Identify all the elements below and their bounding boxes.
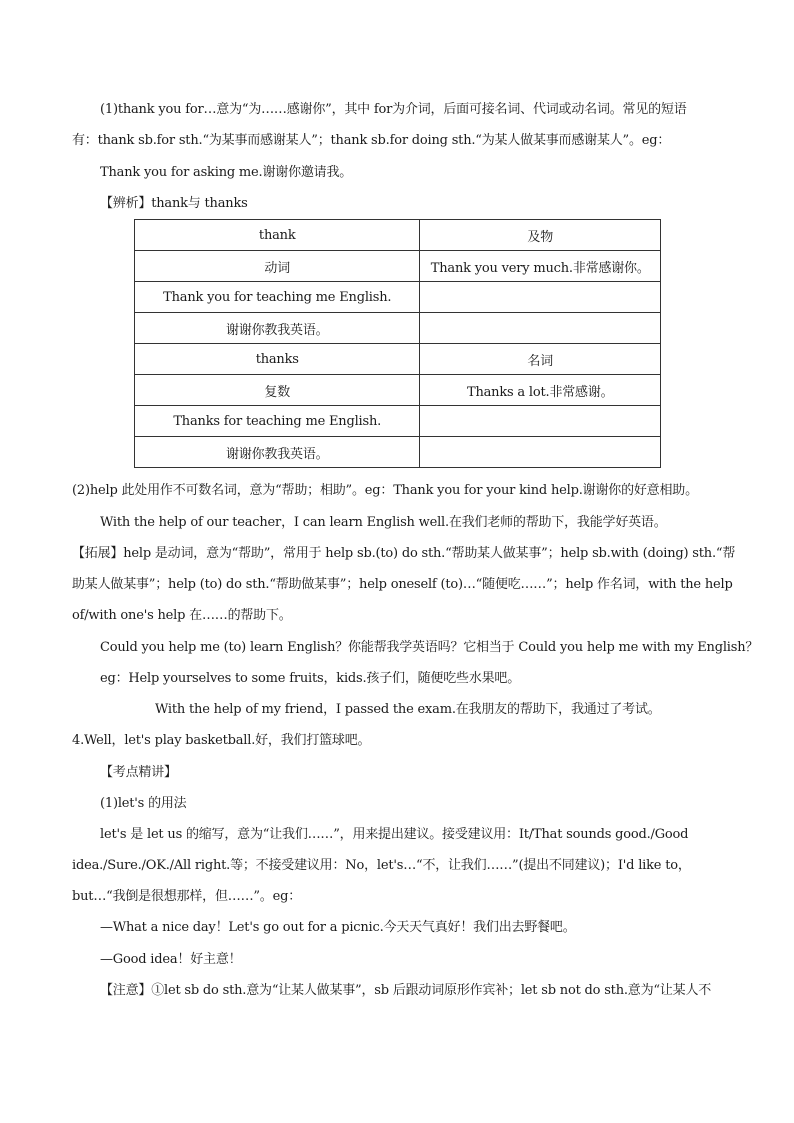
table-cell: 及物 [420, 220, 661, 251]
table-row [135, 437, 661, 468]
subheading-lets-usage: (1)let's 的用法 [100, 796, 187, 811]
heading-item-4: 4.Well，let's play basketball.好，我们打篮球吧。 [72, 733, 371, 748]
example-thank-you-for-asking: Thank you for asking me.谢谢你邀请我。 [100, 165, 353, 180]
section-label-key-points: 【考点精讲】 [100, 765, 177, 780]
table-cell: Thanks for teaching me English. [135, 406, 420, 437]
table-row [135, 282, 661, 313]
table-cell [420, 313, 661, 344]
paragraph-extension-help-verb-end: of/with one's help 在……的帮助下。 [72, 608, 292, 623]
table-cell: 谢谢你教我英语。 [135, 437, 420, 468]
example-dialogue-line-1: —What a nice day！Let's go out for a picnic.今天天气真好！我们出去野餐吧。 [100, 920, 576, 935]
example-could-you-help-me: Could you help me (to) learn English？你能帮我学英语吗？它相当于 Could you help me with my English？ [100, 640, 759, 655]
table-cell: 谢谢你教我英语。 [135, 313, 420, 344]
table-row [135, 220, 661, 251]
paragraph-thank-you-for-cont: 有：thank sb.for sth.“为某事而感谢某人”；thank sb.for doing sth.“为某人做某事而感谢某人”。eg： [72, 133, 671, 148]
table-cell: 复数 [135, 375, 420, 406]
table-row [135, 313, 661, 344]
example-dialogue-line-2: —Good idea！好主意！ [100, 952, 242, 967]
paragraph-thank-you-for: (1)thank you for…意为“为……感谢你”，其中 for为介词，后面可接名词、代词或动名词。常见的短语 [100, 102, 687, 117]
thank-thanks-table [134, 219, 661, 468]
table-cell: Thank you very much.非常感谢你。 [420, 251, 661, 282]
example-help-yourselves: eg：Help yourselves to some fruits，kids.孩子们，随便吃些水果吧。 [100, 671, 521, 686]
table-cell: thank [135, 220, 420, 251]
table-row [135, 251, 661, 282]
example-with-the-help-of-teacher: With the help of our teacher，I can learn English well.在我们老师的帮助下，我能学好英语。 [100, 515, 667, 530]
table-cell: 名词 [420, 344, 661, 375]
table-cell: Thank you for teaching me English. [135, 282, 420, 313]
table-cell [420, 282, 661, 313]
paragraph-extension-help-verb: 【拓展】help 是动词，意为“帮助”，常用于 help sb.(to) do sth.“帮助某人做某事”；help sb.with (doing) sth.“帮 [72, 546, 736, 561]
paragraph-lets-definition-end: but…“我倒是很想那样，但……”。eg： [72, 889, 302, 904]
table-cell: 动词 [135, 251, 420, 282]
paragraph-lets-definition-cont: idea./Sure./OK./All right.等；不接受建议用：No，let's…“不，让我们……”(提出不同建议)；I'd like to， [72, 858, 691, 873]
paragraph-help-noun: (2)help 此处用作不可数名词，意为“帮助；相助”。eg：Thank you for your kind help.谢谢你的好意相助。 [72, 483, 698, 498]
table-cell [420, 437, 661, 468]
table-cell: thanks [135, 344, 420, 375]
table-cell [420, 406, 661, 437]
table-row [135, 375, 661, 406]
table-cell: Thanks a lot.非常感谢。 [420, 375, 661, 406]
table-row [135, 406, 661, 437]
section-label-comparison: 【辨析】thank与 thanks [100, 196, 248, 211]
example-with-the-help-of-friend: With the help of my friend，I passed the exam.在我朋友的帮助下，我通过了考试。 [155, 702, 661, 717]
paragraph-extension-help-verb-cont: 助某人做某事”；help (to) do sth.“帮助做某事”；help oneself (to)…“随便吃……”；help 作名词，with the help [72, 577, 733, 592]
paragraph-lets-definition: let's 是 let us 的缩写，意为“让我们……”，用来提出建议。接受建议用：It/That sounds good./Good [100, 827, 689, 842]
table-row [135, 344, 661, 375]
paragraph-note: 【注意】①let sb do sth.意为“让某人做某事”，sb 后跟动词原形作宾补；let sb not do sth.意为“让某人不 [100, 983, 712, 998]
